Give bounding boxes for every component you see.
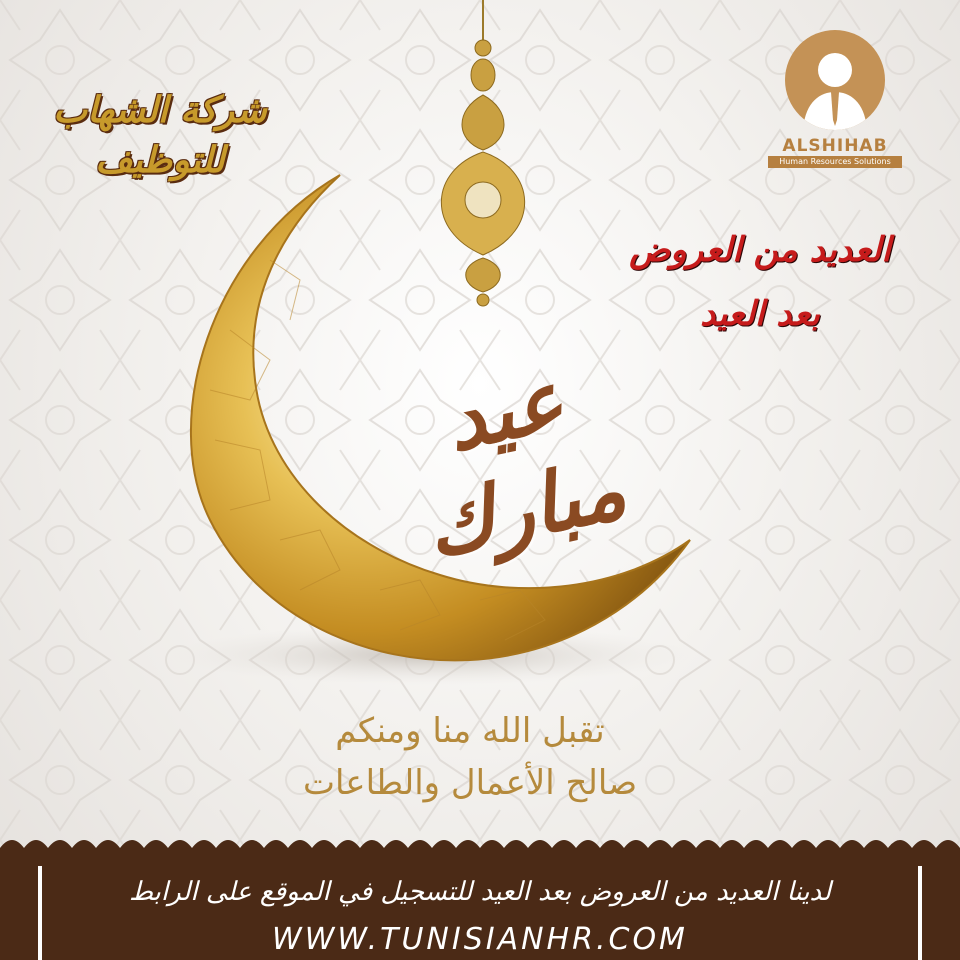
website-link[interactable]: WWW.TUNISIANHR.COM bbox=[272, 922, 688, 957]
person-silhouette-icon bbox=[785, 30, 885, 130]
logo-wordmark: ALSHIHAB bbox=[782, 136, 888, 156]
offers-line2: بعد العيد bbox=[700, 294, 820, 334]
eid-mubarak-calligraphy: عيد مبارك bbox=[417, 352, 634, 577]
footer-message: لدينا العديد من العروض بعد العيد للتسجيل في الموقع على الرابط bbox=[128, 877, 832, 907]
blessing-text bbox=[240, 705, 700, 809]
company-name-line1: شركة الشهاب bbox=[53, 90, 267, 131]
lantern-ornament-icon bbox=[441, 0, 524, 306]
offers-line1: العديد من العروض bbox=[629, 230, 891, 270]
footer-right-bar bbox=[918, 866, 922, 960]
footer-left-bar bbox=[38, 866, 42, 960]
logo-tagline: Human Resources Solutions bbox=[768, 156, 902, 168]
company-name-line2: للتوظيف bbox=[95, 140, 225, 181]
blessing-line2: صالح الأعمال والطاعات bbox=[302, 763, 638, 803]
alshihab-logo bbox=[760, 30, 910, 170]
blessing-line1: تقبل الله منا ومنكم bbox=[335, 711, 605, 751]
offers-heading bbox=[590, 218, 930, 346]
company-name bbox=[40, 86, 280, 186]
